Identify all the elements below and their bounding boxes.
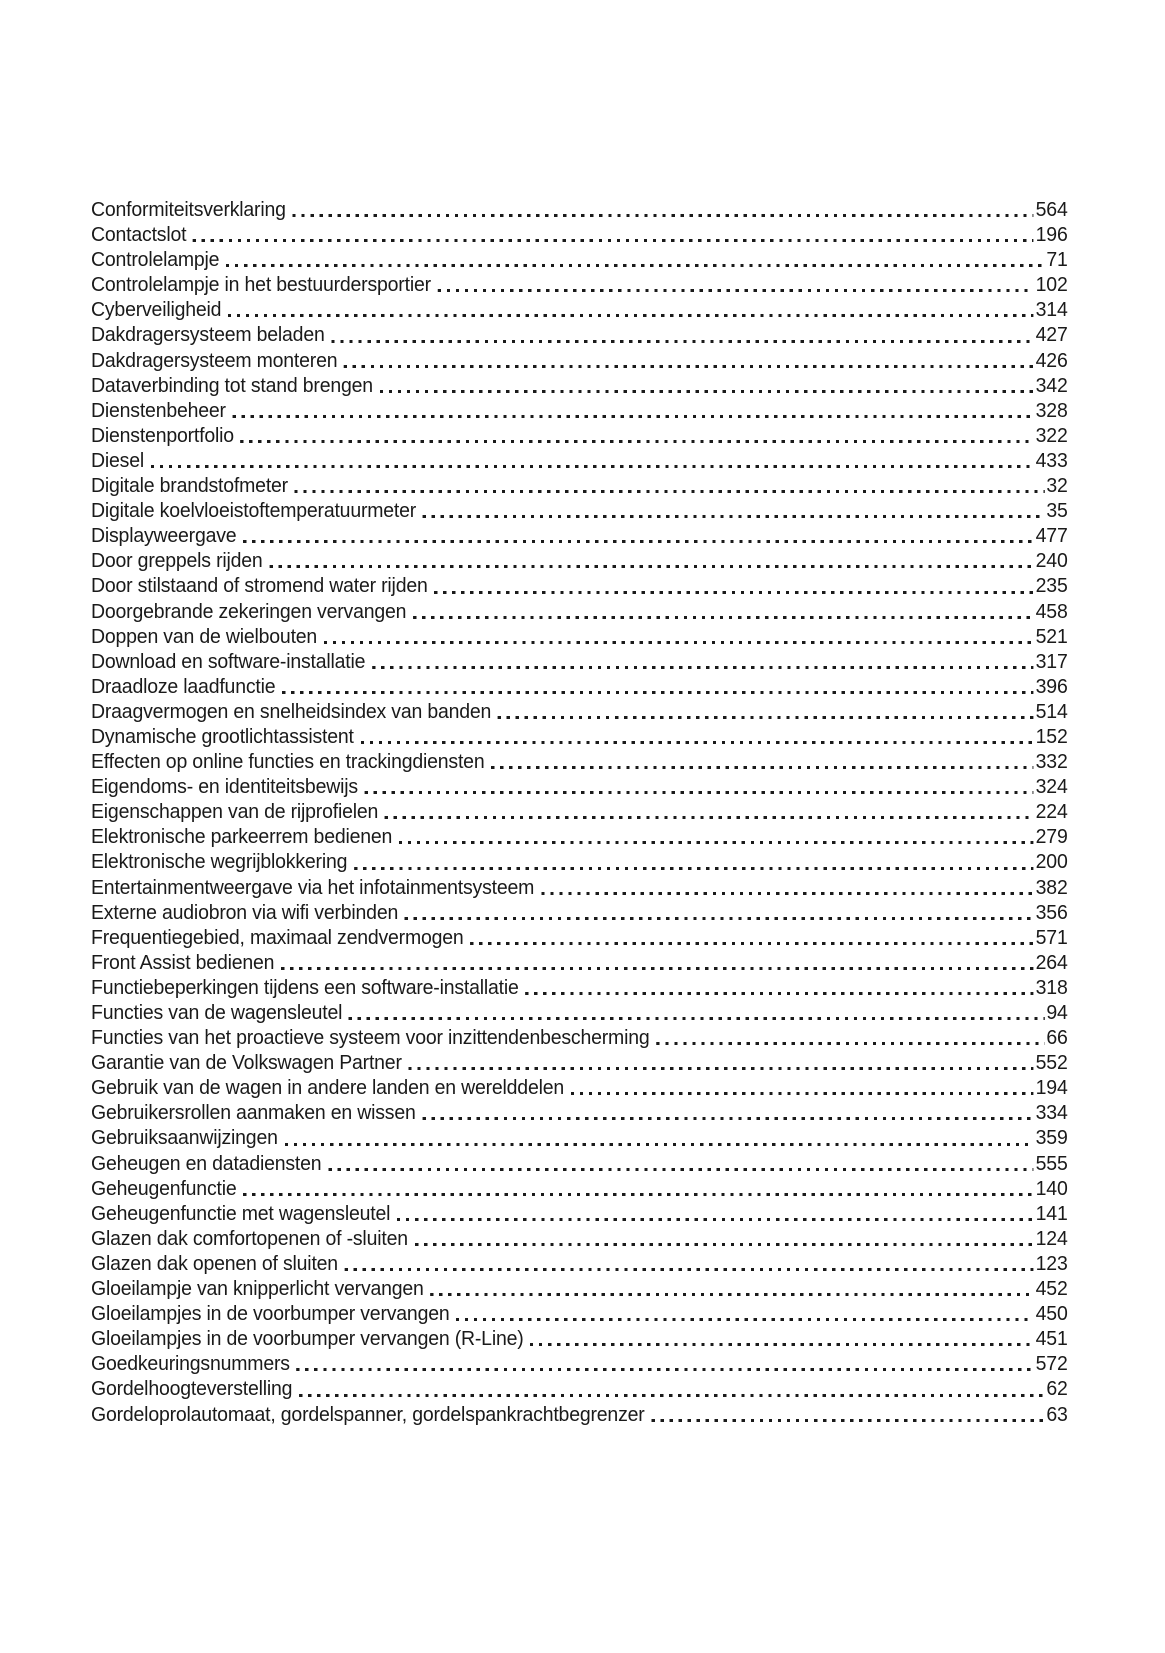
index-entry-page-number: 200 bbox=[1035, 850, 1068, 874]
index-entry-row bbox=[91, 724, 1068, 749]
index-entry-row bbox=[91, 548, 1068, 573]
index-entry-row bbox=[91, 975, 1068, 1000]
dot-leader bbox=[151, 465, 1034, 468]
index-entry-row bbox=[91, 1326, 1068, 1351]
index-entry-page-number: 334 bbox=[1035, 1101, 1068, 1125]
index-entry-page-number: 571 bbox=[1035, 925, 1068, 949]
index-entry-page-number: 552 bbox=[1035, 1051, 1068, 1075]
index-entry-label: Geheugen en datadiensten bbox=[91, 1151, 322, 1175]
index-entry-row bbox=[91, 1276, 1068, 1301]
index-entry-page-number: 451 bbox=[1035, 1327, 1068, 1351]
index-entry-row bbox=[91, 950, 1068, 975]
index-entry-row bbox=[91, 297, 1068, 322]
dot-leader bbox=[571, 1092, 1034, 1095]
index-entry-label: Gebruiksaanwijzingen bbox=[91, 1126, 278, 1150]
index-entry-row bbox=[91, 1176, 1068, 1201]
index-entry-label: Gloeilampje van knipperlicht vervangen bbox=[91, 1277, 424, 1301]
dot-leader bbox=[243, 540, 1034, 543]
index-entry-page-number: 564 bbox=[1035, 198, 1068, 221]
dot-leader bbox=[233, 415, 1034, 418]
index-entry-label: Glazen dak comfortopenen of -sluiten bbox=[91, 1226, 408, 1250]
index-entry-row bbox=[91, 348, 1068, 373]
dot-leader bbox=[295, 490, 1045, 493]
index-entry-row bbox=[91, 398, 1068, 423]
index-entry-row bbox=[91, 448, 1068, 473]
index-entry-page-number: 35 bbox=[1046, 499, 1068, 523]
index-entry-row bbox=[91, 849, 1068, 874]
dot-leader bbox=[430, 1293, 1033, 1296]
index-entry-label: Diesel bbox=[91, 448, 144, 472]
dot-leader bbox=[193, 239, 1034, 242]
index-entry-label: Gordelhoogteverstelling bbox=[91, 1377, 293, 1401]
index-entry-row bbox=[91, 1226, 1068, 1251]
index-entry-label: Front Assist bedienen bbox=[91, 950, 275, 974]
index-entry-page-number: 279 bbox=[1035, 825, 1068, 849]
dot-leader bbox=[408, 1067, 1033, 1070]
index-entry-row bbox=[91, 573, 1068, 598]
index-entry-label: Frequentiegebied, maximaal zendvermogen bbox=[91, 925, 464, 949]
dot-leader bbox=[328, 1168, 1034, 1171]
dot-leader bbox=[385, 816, 1034, 819]
index-entry-label: Dataverbinding tot stand brengen bbox=[91, 373, 373, 397]
index-entry-label: Elektronische parkeerrem bedienen bbox=[91, 825, 393, 849]
index-entry-row bbox=[91, 197, 1068, 222]
index-entry-label: Glazen dak openen of sluiten bbox=[91, 1251, 338, 1275]
index-entry-row bbox=[91, 1125, 1068, 1150]
index-entry-label: Geheugenfunctie bbox=[91, 1176, 237, 1200]
index-entry-label: Elektronische wegrijblokkering bbox=[91, 850, 348, 874]
index-entry-page-number: 572 bbox=[1035, 1352, 1068, 1376]
dot-leader bbox=[541, 892, 1034, 895]
index-entry-label: Dakdragersysteem beladen bbox=[91, 323, 325, 347]
index-entry-row bbox=[91, 875, 1068, 900]
index-entry-row bbox=[91, 373, 1068, 398]
index-entry-page-number: 521 bbox=[1035, 624, 1068, 648]
dot-leader bbox=[296, 1368, 1033, 1371]
dot-leader bbox=[413, 616, 1034, 619]
index-entry-page-number: 477 bbox=[1035, 524, 1068, 548]
index-entry-page-number: 426 bbox=[1035, 348, 1068, 372]
dot-leader bbox=[434, 591, 1033, 594]
index-entry-page-number: 32 bbox=[1046, 474, 1068, 498]
dot-leader bbox=[282, 691, 1034, 694]
index-entry-row bbox=[91, 649, 1068, 674]
index-entry-page-number: 433 bbox=[1035, 448, 1068, 472]
dot-leader bbox=[405, 917, 1034, 920]
index-entry-page-number: 152 bbox=[1035, 724, 1068, 748]
dot-leader bbox=[422, 1117, 1034, 1120]
dot-leader bbox=[349, 1017, 1045, 1020]
index-entry-page-number: 396 bbox=[1035, 674, 1068, 698]
dot-leader bbox=[651, 1419, 1044, 1422]
index-entry-page-number: 450 bbox=[1035, 1302, 1068, 1326]
index-entry-label: Contactslot bbox=[91, 223, 187, 247]
index-entry-label: Dynamische grootlichtassistent bbox=[91, 724, 354, 748]
index-entry-label: Door greppels rijden bbox=[91, 549, 263, 573]
index-entry-label: Goedkeuringsnummers bbox=[91, 1352, 290, 1376]
dot-leader bbox=[226, 264, 1044, 267]
index-entry-page-number: 62 bbox=[1046, 1377, 1068, 1401]
index-entry-row bbox=[91, 1025, 1068, 1050]
index-entry-label: Eigenschappen van de rijprofielen bbox=[91, 800, 379, 824]
index-entry-row bbox=[91, 624, 1068, 649]
index-entry-label: Doorgebrande zekeringen vervangen bbox=[91, 599, 407, 623]
index-entry-label: Dienstenportfolio bbox=[91, 423, 234, 447]
index-entry-label: Gebruik van de wagen in andere landen en werelddelen bbox=[91, 1076, 565, 1100]
index-entry-page-number: 318 bbox=[1035, 975, 1068, 999]
index-entry-label: Functies van de wagensleutel bbox=[91, 1001, 343, 1024]
index-entry-label: Geheugenfunctie met wagensleutel bbox=[91, 1201, 391, 1225]
dot-leader bbox=[491, 766, 1034, 769]
index-entry-label: Dakdragersysteem monteren bbox=[91, 348, 338, 372]
index-entry-label: Doppen van de wielbouten bbox=[91, 624, 318, 648]
index-entry-row bbox=[91, 1201, 1068, 1226]
index-entry-row bbox=[91, 599, 1068, 624]
index-entry-label: Download en software-installatie bbox=[91, 649, 366, 673]
index-entry-row bbox=[91, 498, 1068, 523]
index-entry-row bbox=[91, 423, 1068, 448]
index-entry-page-number: 194 bbox=[1035, 1076, 1068, 1100]
index-entry-label: Controlelampje bbox=[91, 248, 220, 272]
dot-leader bbox=[281, 967, 1034, 970]
index-entry-row bbox=[91, 749, 1068, 774]
index-entry-row bbox=[91, 674, 1068, 699]
index-entry-label: Effecten op online functies en trackingdiensten bbox=[91, 750, 485, 774]
index-entry-row bbox=[91, 799, 1068, 824]
index-entry-label: Functies van het proactieve systeem voor inzittendenbescherming bbox=[91, 1026, 650, 1050]
index-entry-row bbox=[91, 1151, 1068, 1176]
index-entry-label: Externe audiobron via wifi verbinden bbox=[91, 900, 399, 924]
dot-leader bbox=[438, 289, 1034, 292]
index-entry-label: Draadloze laadfunctie bbox=[91, 674, 276, 698]
index-entry-page-number: 66 bbox=[1046, 1026, 1068, 1050]
dot-leader bbox=[525, 992, 1033, 995]
index-entry-page-number: 458 bbox=[1035, 599, 1068, 623]
index-entry-row bbox=[91, 1100, 1068, 1125]
index-entry-list bbox=[91, 197, 1068, 1427]
index-entry-row bbox=[91, 247, 1068, 272]
dot-leader bbox=[269, 565, 1034, 568]
index-entry-page-number: 427 bbox=[1035, 323, 1068, 347]
dot-leader bbox=[344, 365, 1034, 368]
dot-leader bbox=[456, 1318, 1034, 1321]
index-entry-page-number: 196 bbox=[1035, 223, 1068, 247]
index-entry-label: Functiebeperkingen tijdens een software-installatie bbox=[91, 975, 519, 999]
dot-leader bbox=[284, 1143, 1033, 1146]
index-entry-label: Digitale koelvloeistoftemperatuurmeter bbox=[91, 499, 417, 523]
index-entry-label: Digitale brandstofmeter bbox=[91, 474, 288, 498]
index-entry-row bbox=[91, 222, 1068, 247]
index-entry-label: Cyberveiligheid bbox=[91, 298, 222, 322]
index-entry-page-number: 123 bbox=[1035, 1251, 1068, 1275]
index-entry-row bbox=[91, 774, 1068, 799]
index-entry-row bbox=[91, 1251, 1068, 1276]
dot-leader bbox=[324, 641, 1034, 644]
index-entry-label: Displayweergave bbox=[91, 524, 237, 548]
index-entry-page-number: 63 bbox=[1046, 1402, 1068, 1426]
dot-leader bbox=[360, 741, 1033, 744]
index-entry-page-number: 324 bbox=[1035, 775, 1068, 799]
index-entry-row bbox=[91, 1050, 1068, 1075]
dot-leader bbox=[299, 1394, 1044, 1397]
dot-leader bbox=[292, 214, 1033, 217]
index-entry-row bbox=[91, 1075, 1068, 1100]
dot-leader bbox=[380, 390, 1034, 393]
index-entry-row bbox=[91, 473, 1068, 498]
index-entry-page-number: 359 bbox=[1035, 1126, 1068, 1150]
dot-leader bbox=[354, 867, 1034, 870]
index-entry-label: Draagvermogen en snelheidsindex van banden bbox=[91, 699, 492, 723]
index-entry-page-number: 382 bbox=[1035, 875, 1068, 899]
dot-leader bbox=[331, 340, 1034, 343]
index-entry-page-number: 555 bbox=[1035, 1151, 1068, 1175]
dot-leader bbox=[498, 716, 1034, 719]
dot-leader bbox=[365, 791, 1034, 794]
index-entry-page-number: 332 bbox=[1035, 750, 1068, 774]
dot-leader bbox=[399, 841, 1034, 844]
index-entry-label: Gloeilampjes in de voorbumper vervangen (R-Line) bbox=[91, 1327, 524, 1351]
dot-leader bbox=[372, 666, 1034, 669]
index-entry-page-number: 124 bbox=[1035, 1226, 1068, 1250]
index-entry-label: Garantie van de Volkswagen Partner bbox=[91, 1051, 402, 1075]
dot-leader bbox=[243, 1193, 1034, 1196]
index-entry-row bbox=[91, 1402, 1068, 1427]
index-entry-page-number: 141 bbox=[1035, 1201, 1068, 1225]
dot-leader bbox=[397, 1218, 1034, 1221]
index-entry-page-number: 328 bbox=[1035, 398, 1068, 422]
dot-leader bbox=[345, 1268, 1034, 1271]
index-entry-page-number: 514 bbox=[1035, 699, 1068, 723]
dot-leader bbox=[470, 942, 1034, 945]
index-entry-label: Gebruikersrollen aanmaken en wissen bbox=[91, 1101, 416, 1125]
index-entry-page-number: 452 bbox=[1035, 1277, 1068, 1301]
index-entry-row bbox=[91, 322, 1068, 347]
index-entry-label: Door stilstaand of stromend water rijden bbox=[91, 574, 428, 598]
index-entry-page-number: 322 bbox=[1035, 423, 1068, 447]
index-entry-row bbox=[91, 523, 1068, 548]
dot-leader bbox=[228, 314, 1034, 317]
index-entry-row bbox=[91, 272, 1068, 297]
index-entry-page-number: 94 bbox=[1046, 1001, 1068, 1024]
index-entry-row bbox=[91, 900, 1068, 925]
index-entry-label: Eigendoms- en identiteitsbewijs bbox=[91, 775, 358, 799]
index-entry-label: Entertainmentweergave via het infotainmentsysteem bbox=[91, 875, 535, 899]
index-entry-row bbox=[91, 1000, 1068, 1025]
index-entry-label: Controlelampje in het bestuurdersportier bbox=[91, 273, 431, 297]
dot-leader bbox=[423, 515, 1045, 518]
index-entry-page-number: 314 bbox=[1035, 298, 1068, 322]
index-entry-page-number: 342 bbox=[1035, 373, 1068, 397]
index-entry-page-number: 140 bbox=[1035, 1176, 1068, 1200]
index-entry-page-number: 102 bbox=[1035, 273, 1068, 297]
index-entry-row bbox=[91, 699, 1068, 724]
index-entry-page-number: 317 bbox=[1035, 649, 1068, 673]
index-entry-page-number: 264 bbox=[1035, 950, 1068, 974]
index-entry-row bbox=[91, 925, 1068, 950]
index-entry-page-number: 240 bbox=[1035, 549, 1068, 573]
dot-leader bbox=[241, 440, 1034, 443]
index-entry-label: Gordeloprolautomaat, gordelspanner, gordelspankrachtbegrenzer bbox=[91, 1402, 645, 1426]
dot-leader bbox=[656, 1042, 1044, 1045]
index-entry-row bbox=[91, 824, 1068, 849]
index-entry-label: Gloeilampjes in de voorbumper vervangen bbox=[91, 1302, 450, 1326]
index-entry-label: Conformiteitsverklaring bbox=[91, 198, 286, 221]
index-entry-page-number: 224 bbox=[1035, 800, 1068, 824]
index-entry-page-number: 356 bbox=[1035, 900, 1068, 924]
index-entry-page-number: 235 bbox=[1035, 574, 1068, 598]
index-entry-page-number: 71 bbox=[1046, 248, 1068, 272]
dot-leader bbox=[415, 1243, 1034, 1246]
index-entry-row bbox=[91, 1351, 1068, 1376]
index-entry-row bbox=[91, 1376, 1068, 1401]
dot-leader bbox=[530, 1343, 1034, 1346]
index-entry-row bbox=[91, 1301, 1068, 1326]
index-entry-label: Dienstenbeheer bbox=[91, 398, 226, 422]
